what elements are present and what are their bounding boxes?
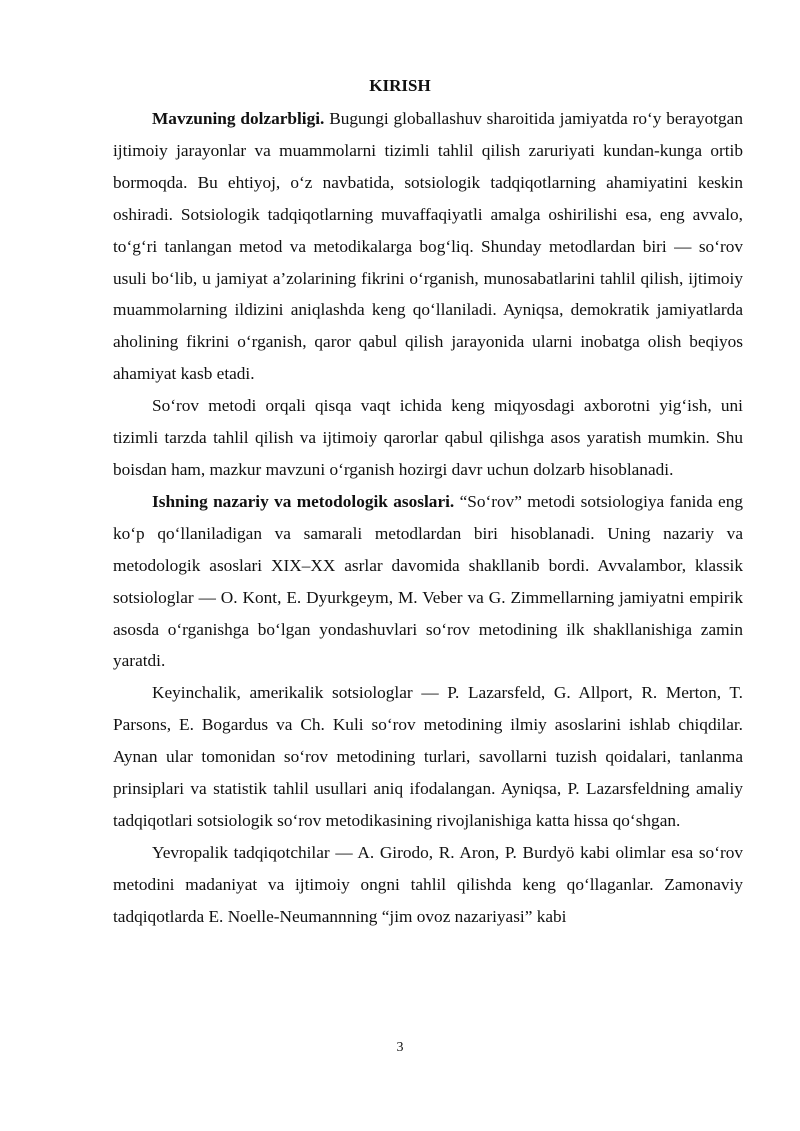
paragraph-text: Keyinchalik, amerikalik sotsiologlar — P. Lazarsfeld, G. Allport, R. Merton, T. Parsons, E. Bogardus va Ch. Kuli so‘rov metodining ilmiy asoslarini ishlab chiqdilar. Aynan ular tomonidan so‘rov metodining turlari, savollarni tuzish qoidalari, tanlanma prinsiplari va statistik tahlil usullari aniq ifodalangan. Ayniqsa, P. Lazarsfeldning amaliy tadqiqotlari sotsiologik so‘rov metodikasining rivojlanishiga katta hissa qo‘shgan. [113,683,743,830]
paragraph-text: So‘rov metodi orqali qisqa vaqt ichida keng miqyosdagi axborotni yig‘ish, uni tizimli tarzda tahlil qilish va ijtimoiy qarorlar qabul qilishga asos yaratish mumkin. Shu boisdan ham, mazkur mavzuni o‘rganish hozirgi davr uchun dolzarb hisoblanadi. [113,396,743,479]
paragraph-lead: Mavzuning dolzarbligi. [152,109,325,128]
paragraph-text: “So‘rov” metodi sotsiologiya fanida eng ko‘p qo‘llaniladigan va samarali metodlardan biri hisoblanadi. Uning nazariy va metodologik asoslari XIX–XX asrlar davomida shakllanib bordi. Avvalambor, klassik sotsiologlar — O. Kont, E. Dyurkgeym, M. Veber va G. Zimmellarning jamiyatni empirik asosda o‘rganishga bo‘lgan yondashuvlari so‘rov metodining ilk shakllanishiga zamin yaratdi. [113,491,743,671]
paragraph-european-researchers [113,837,743,933]
paragraph-theoretical-basis [113,486,743,677]
body-text [113,103,743,933]
paragraph-relevance [113,103,743,390]
page-title: KIRISH [369,76,431,95]
paragraph-american-sociologists [113,677,743,837]
paragraph-text: Bugungi globallashuv sharoitida jamiyatda ro‘y berayotgan ijtimoiy jarayonlar va muammolarni tizimli tahlil qilish zaruriyati kundan-kunga ortib bormoqda. Bu ehtiyoj, o‘z navbatida, sotsiologik tadqiqotlarning ahamiyatini keskin oshiradi. Sotsiologik tadqiqotlarning muvaffaqiyatli amalga oshirilishi esa, eng avvalo, to‘g‘ri tanlangan metod va metodikalarga bog‘liq. Shunday metodlardan biri — so‘rov usuli bo‘lib, u jamiyat a’zolarining fikrini o‘rganish, munosabatlarini tahlil qilish, ijtimoiy muammolarning ildizini aniqlashda keng qo‘llaniladi. Ayniqsa, demokratik jamiyatlarda aholining fikrini o‘rganish, qaror qabul qilish jarayonida ularni inobatga olish beqiyos ahamiyat kasb etadi. [113,109,743,384]
paragraph-lead: Ishning nazariy va metodologik asoslari. [152,491,455,511]
paragraph-survey-method [113,390,743,486]
paragraph-text: Yevropalik tadqiqotchilar — A. Girodo, R. Aron, P. Burdyö kabi olimlar esa so‘rov metodini madaniyat va ijtimoiy ongni tahlil qilishda keng qo‘llaganlar. Zamonaviy tadqiqotlarda E. Noelle-Neumannning “jim ovoz nazariyasi” kabi [113,842,743,926]
page-number: 3 [396,1040,404,1055]
